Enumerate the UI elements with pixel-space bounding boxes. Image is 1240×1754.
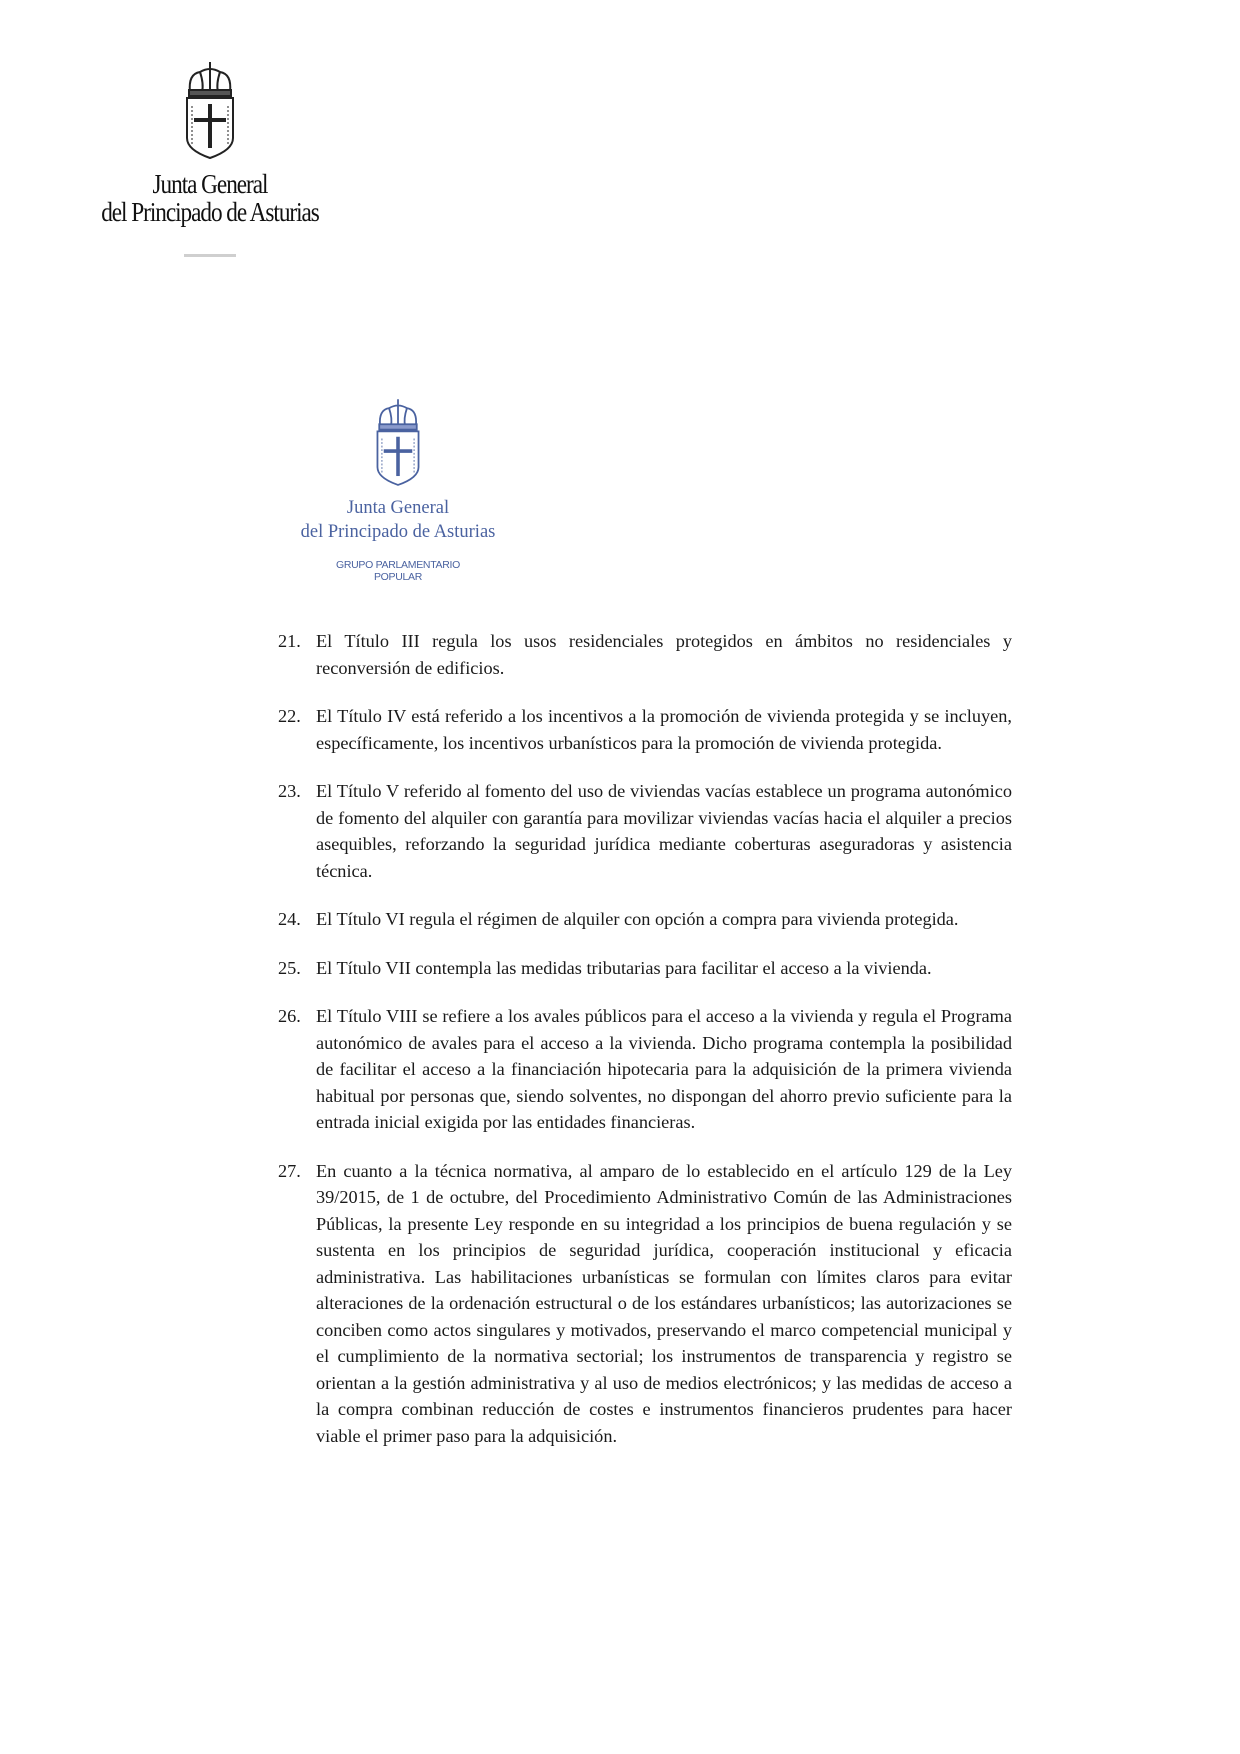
- list-item: [278, 703, 1012, 756]
- item-number: 22.: [278, 706, 301, 726]
- header-divider: [184, 254, 236, 257]
- list-item: [278, 906, 1012, 933]
- list-item: [278, 955, 1012, 982]
- item-text: El Título IV está referido a los incentivos a la promoción de vivienda protegida y se incluyen, específicamente, los incentivos urbanísticos para la promoción de vivienda protegida.: [316, 706, 1012, 753]
- group-logo: [288, 398, 508, 583]
- item-number: 26.: [278, 1006, 301, 1026]
- item-number: 21.: [278, 631, 301, 651]
- group-logo-title-line2: del Principado de Asturias: [300, 522, 496, 542]
- group-logo-subtitle-line1: GRUPO PARLAMENTARIO: [335, 559, 460, 571]
- item-text: El Título V referido al fomento del uso de viviendas vacías establece un programa autonómico de fomento del alquiler con garantía para movilizar viviendas vacías hacia el alquiler a precios asequibles, reforzando la seguridad jurídica mediante coberturas aseguradoras y asistencia técnica.: [316, 781, 1012, 881]
- header-title-line1: Junta General: [152, 169, 268, 199]
- item-number: 25.: [278, 957, 301, 978]
- item-text: El Título III regula los usos residenciales protegidos en ámbitos no residenciales y reconversión de edificios.: [316, 631, 1012, 678]
- coat-of-arms-icon: [373, 398, 423, 488]
- numbered-paragraph-list: [278, 628, 1012, 1471]
- header-title-line2: del Principado de Asturias: [101, 197, 319, 227]
- item-number: 27.: [278, 1160, 301, 1181]
- header-logo: [80, 62, 340, 257]
- group-logo-title-line1: Junta General: [346, 498, 450, 518]
- item-text: El Título VI regula el régimen de alquiler con opción a compra para vivienda protegida.: [316, 909, 959, 929]
- list-item: [278, 778, 1012, 884]
- item-text: El Título VII contempla las medidas tributarias para facilitar el acceso a la vivienda.: [316, 957, 932, 978]
- group-logo-subtitle-line2: POPULAR: [373, 571, 423, 583]
- list-item: [278, 1158, 1012, 1450]
- item-number: 23.: [278, 781, 301, 801]
- list-item: [278, 628, 1012, 681]
- list-item: [278, 1003, 1012, 1136]
- item-text: El Título VIII se refiere a los avales públicos para el acceso a la vivienda y regula el Programa autonómico de avales para el acceso a la vivienda. Dicho programa contempla la posibilidad de facilitar el acceso a la financiación hipotecaria para la adquisición de la primera vivienda habitual por personas que, siendo solventes, no dispongan del ahorro previo suficiente para la entrada inicial exigida por las entidades financieras.: [316, 1006, 1012, 1132]
- item-number: 24.: [278, 909, 301, 929]
- coat-of-arms-icon: [182, 62, 238, 160]
- item-text: En cuanto a la técnica normativa, al amparo de lo establecido en el artículo 129 de la Ley 39/2015, de 1 de octubre, del Procedimiento Administrativo Común de las Administraciones Públicas, la presente Ley responde en su integridad a los principios de buena regulación y se sustenta en los principios de seguridad jurídica, cooperación institucional y eficacia administrativa. Las habilitaciones urbanísticas se formulan con límites claros para evitar alteraciones de la ordenación estructural o de los estándares urbanísticos; las autorizaciones se conciben como actos singulares y motivados, preservando el marco competencial municipal y el cumplimiento de la normativa sectorial; los instrumentos de transparencia y registro se orientan a la gestión administrativa y al uso de medios electrónicos; y las medidas de acceso a la compra combinan reducción de costes e instrumentos financieros prudentes para hacer viable el primer paso para la adquisición.: [316, 1160, 1012, 1446]
